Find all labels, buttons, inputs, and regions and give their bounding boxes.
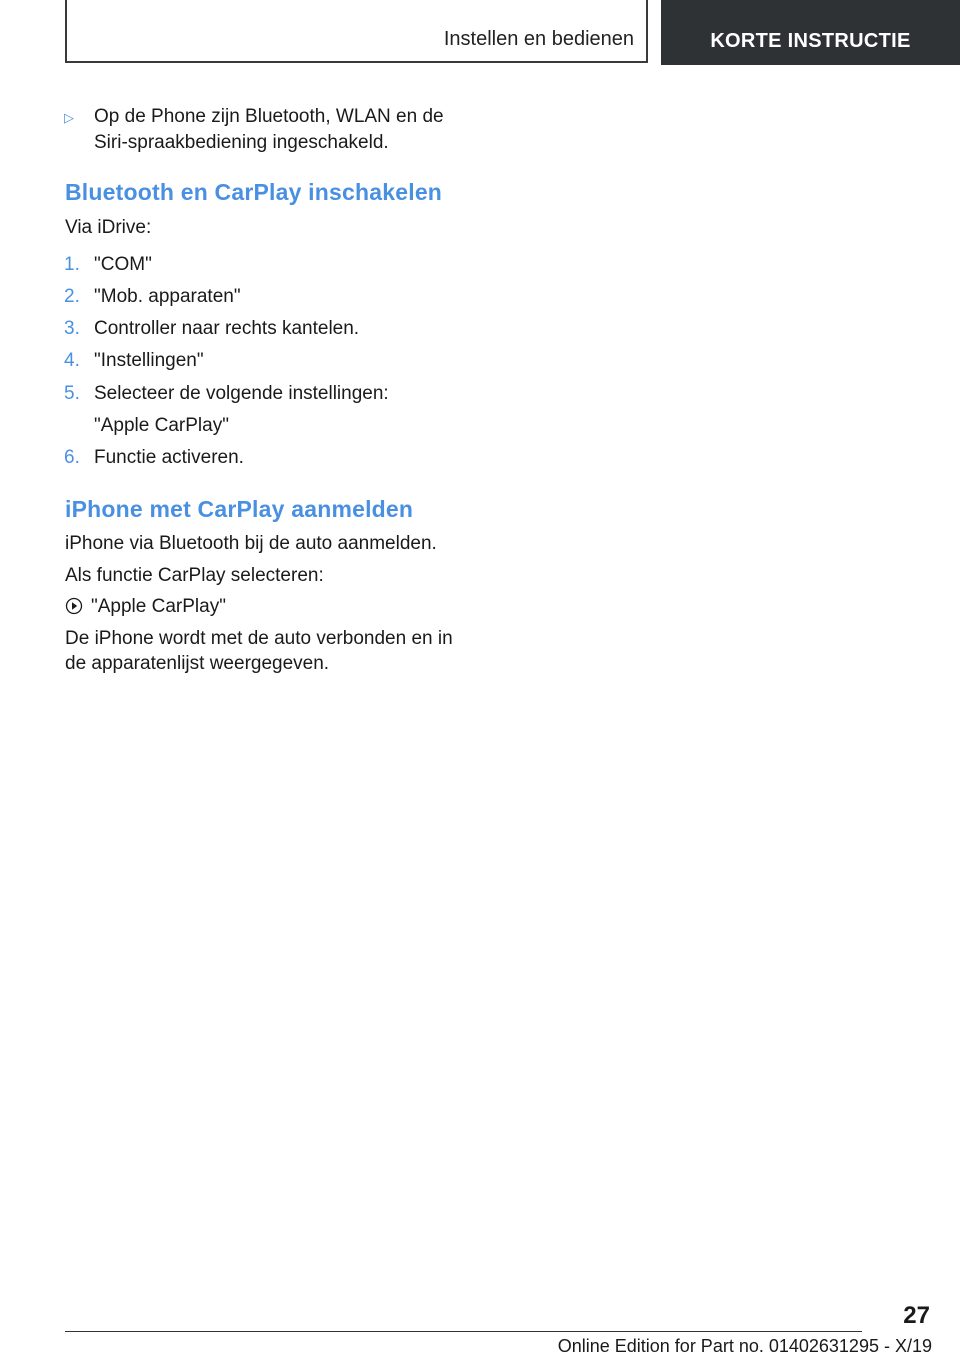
step-3-number: 3. — [64, 318, 80, 339]
step-5-subitem: "Apple CarPlay" — [94, 415, 229, 436]
step-3-text: Controller naar rechts kantelen. — [94, 318, 360, 339]
footer-divider — [65, 1331, 862, 1332]
chapter-tab-label: KORTE INSTRUCTIE — [710, 30, 911, 52]
step-2-number: 2. — [64, 286, 80, 307]
step-1-text: "COM" — [94, 254, 152, 275]
section2-heading: iPhone met CarPlay aanmelden — [65, 496, 414, 522]
section1-lead: Via iDrive: — [65, 217, 152, 238]
triangle-bullet-icon: ▷ — [64, 110, 74, 125]
step-5-text: Selecteer de volgende instellingen: — [94, 383, 389, 404]
page-number: 27 — [903, 1302, 930, 1329]
section2-paragraph-3-line2: de apparatenlijst weergegeven. — [65, 653, 330, 674]
section2-paragraph-3-line1: De iPhone wordt met de auto verbonden en in — [65, 628, 453, 649]
step-2-text: "Mob. apparaten" — [94, 286, 241, 307]
chapter-tab — [661, 0, 960, 65]
footer-edition: Online Edition for Part no. 01402631295 - X/19 — [557, 1336, 932, 1356]
section-title: Instellen en bedienen — [443, 28, 634, 50]
menu-item-apple-carplay: "Apple CarPlay" — [91, 596, 226, 617]
section2-paragraph-1: iPhone via Bluetooth bij de auto aanmelden. — [65, 533, 437, 554]
section1-heading: Bluetooth en CarPlay inschakelen — [65, 179, 443, 205]
step-6-text: Functie activeren. — [94, 447, 244, 468]
step-4-number: 4. — [64, 350, 80, 371]
intro-bullet-line2: Siri-spraakbediening ingeschakeld. — [94, 132, 389, 153]
section2-paragraph-2: Als functie CarPlay selecteren: — [65, 565, 324, 586]
intro-bullet-line1: Op de Phone zijn Bluetooth, WLAN en de — [94, 106, 444, 127]
step-1-number: 1. — [64, 254, 80, 275]
play-circle-icon — [65, 597, 83, 615]
step-4-text: "Instellingen" — [94, 350, 204, 371]
header-section-box — [65, 0, 648, 63]
step-6-number: 6. — [64, 447, 80, 468]
step-5-number: 5. — [64, 383, 80, 404]
